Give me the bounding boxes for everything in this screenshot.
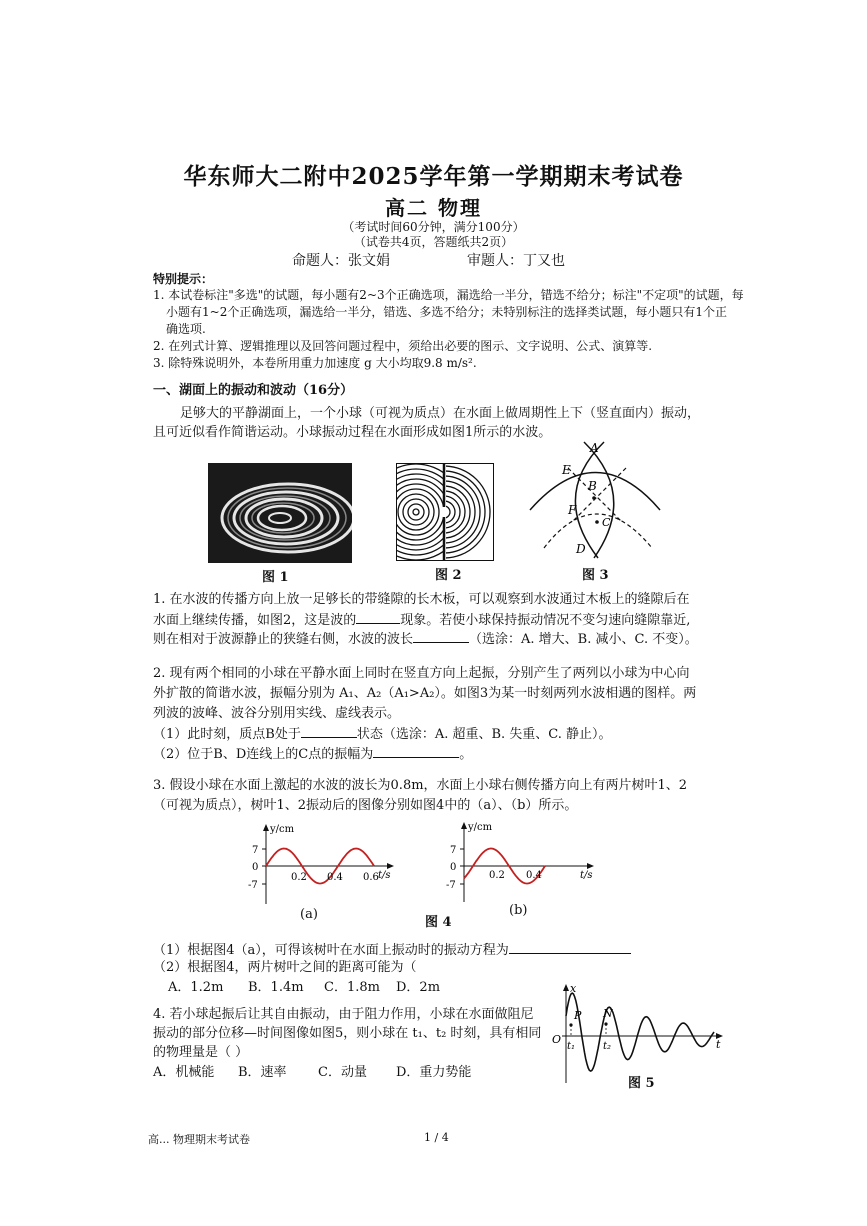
note-line: 确选项. (166, 322, 206, 336)
setter: 命题人：张文娟 (292, 253, 390, 269)
fig4a-panel-label: (a) (300, 907, 318, 922)
fig3-point-D: D (576, 542, 586, 556)
q2-sub1 (153, 724, 612, 743)
footer-title: 高... 物理期末考试卷 (148, 1133, 250, 1146)
q2-line: 外扩散的简谐水波，振幅分别为 A₁、A₂（A₁>A₂）。如图3为某一时刻两列水波相遇的图样。两 (153, 686, 697, 701)
fig4a-ytick-0: 0 (252, 862, 259, 873)
intro-line: 且可近似看作简谐运动。小球振动过程在水面形成如图1所示的水波。 (153, 425, 552, 440)
q1-text: （选涂：A. 增大、B. 减小、C. 不变）。 (469, 632, 698, 647)
q4-option-c[interactable]: C．动量 (318, 1065, 367, 1080)
notes-heading: 特别提示： (153, 272, 214, 286)
fig4a-ytick-n7: -7 (248, 880, 258, 891)
q1-blank-2[interactable] (413, 629, 469, 643)
q2-line: 列波的波峰、波谷分别用实线、虚线表示。 (153, 706, 401, 721)
q2-text: （2）位于B、D连线上的C点的振幅为 (153, 747, 374, 762)
fig5-point-P: P (574, 1009, 582, 1022)
fig4a-xtick: 0.6 (363, 872, 379, 883)
fig4b-ytick-n7: -7 (446, 880, 456, 891)
q1-text: 水面上继续传播，如图2，这是波的 (153, 613, 357, 628)
fig3-point-F: F (568, 503, 577, 517)
q3-option-c[interactable]: C．1.8m (324, 980, 380, 995)
q1-text: 则在相对于波源静止的狭缝右侧，水波的波长 (153, 632, 414, 647)
figure-3-label: 图 3 (582, 568, 609, 583)
fig5-xtick-t1: t₁ (567, 1041, 576, 1052)
fig5-xlabel: t (716, 1038, 721, 1051)
q4-line: 振动的部分位移—时间图像如图5，则小球在 t₁、t₂ 时刻，具有相同 (153, 1026, 542, 1041)
q4-option-b[interactable]: B．速率 (238, 1065, 287, 1080)
q2-blank-1[interactable] (301, 724, 357, 738)
exam-time: （考试时间60分钟，满分100分） (342, 220, 525, 234)
figure-5-chart (548, 975, 728, 1085)
exam-title: 华东师大二附中2025学年第一学期期末考试卷 (183, 163, 684, 190)
q1-line: 1. 在水波的传播方向上放一足够长的带缝隙的长木板，可以观察到水波通过木板上的缝隙后在 (153, 592, 690, 607)
fig3-point-C: C (602, 516, 611, 529)
q3-line: 3. 假设小球在水面上激起的水波的波长为0.8m，水面上小球右侧传播方向上有两片树叶1、2 (153, 778, 688, 793)
fig4b-xtick: 0.4 (526, 870, 542, 881)
note-line: 小题有1~2个正确选项，漏选给一半分，错选、多选不给分；未特别标注的选择类试题，每小题只有1个正 (166, 305, 727, 319)
q2-text: 。 (459, 747, 473, 762)
exam-subject: 高二 物理 (385, 196, 482, 220)
q2-text: （1）此时刻，质点B处于 (153, 727, 301, 742)
section-heading: 一、湖面上的振动和波动（16分） (153, 383, 354, 398)
q3-text: （1）根据图4（a），可得该树叶在水面上振动时的振动方程为 (153, 943, 509, 958)
q3-line: （可视为质点），树叶1、2振动后的图像分别如图4中的（a）、（b）所示。 (153, 798, 578, 813)
q3-option-b[interactable]: B．1.4m (248, 980, 304, 995)
fig4a-ytick-7: 7 (252, 845, 259, 856)
fig4a-xtick: 0.2 (291, 872, 307, 883)
figure-3-interference (526, 440, 666, 565)
q4-option-a[interactable]: A．机械能 (153, 1065, 215, 1080)
fig4a-xtick: 0.4 (327, 872, 343, 883)
q3-blank-1[interactable] (509, 940, 631, 954)
figure-2-label: 图 2 (435, 568, 462, 583)
q1-text: 现象。若使小球保持振动情况不变匀速向缝隙靠近, (400, 613, 691, 628)
figure-1-ripple-photo (208, 463, 352, 563)
figure-4-label: 图 4 (425, 915, 452, 930)
q2-sub2 (153, 744, 472, 763)
fig4b-ytick-7: 7 (450, 845, 457, 856)
figure-5-label: 图 5 (628, 1076, 655, 1091)
fig4b-xtick: 0.2 (489, 870, 505, 881)
figure-1-label: 图 1 (262, 570, 289, 585)
q3-option-a[interactable]: A．1.2m (168, 980, 224, 995)
fig5-point-N: N (603, 1007, 613, 1020)
fig3-point-B: B (588, 479, 597, 493)
q2-blank-2[interactable] (373, 744, 459, 758)
fig5-origin: O (552, 1033, 562, 1046)
q3-sub2: （2）根据图4，两片树叶之间的距离可能为（ (153, 960, 417, 975)
figure-4b-chart (444, 816, 596, 908)
q1-blank-1[interactable] (356, 610, 400, 624)
fig3-point-A: A (590, 441, 599, 455)
fig4b-xlabel: t/s (580, 870, 593, 881)
q3-option-d[interactable]: D．2m (396, 980, 441, 995)
note-line: 1. 本试卷标注"多选"的试题，每小题有2~3个正确选项，漏选给一半分，错选不给分；标注"不定项"的试题，每 (153, 288, 744, 302)
pages-info: （试卷共4页，答题纸共2页） (353, 235, 514, 249)
fig5-xtick-t2: t₂ (603, 1041, 612, 1052)
fig4a-ylabel: y/cm (270, 824, 295, 835)
fig4b-ylabel: y/cm (468, 822, 493, 833)
fig4b-ytick-0: 0 (450, 862, 457, 873)
figure-5-curve (566, 993, 714, 1071)
q1-line (153, 610, 690, 629)
figure-2-diffraction (396, 463, 494, 561)
fig4b-panel-label: (b) (509, 903, 528, 918)
q4-line: 的物理量是（ ） (153, 1045, 249, 1060)
q3-sub1 (153, 940, 631, 959)
q4-line: 4. 若小球起振后让其自由振动，由于阻力作用，小球在水面做阻尼 (153, 1007, 534, 1022)
fig5-ylabel: x (570, 982, 577, 995)
q4-option-d[interactable]: D．重力势能 (396, 1065, 472, 1080)
figure-4a-chart (244, 818, 396, 910)
q1-line (153, 629, 698, 648)
intro-line: 足够大的平静湖面上，一个小球（可视为质点）在水面上做周期性上下（竖直面内）振动， (180, 406, 701, 421)
page-number: 1 / 4 (424, 1131, 449, 1144)
q2-text: 状态（选涂：A. 超重、B. 失重、C. 静止）。 (356, 727, 612, 742)
reviewer: 审题人：丁又也 (467, 253, 565, 269)
q2-line: 2. 现有两个相同的小球在平静水面上同时在竖直方向上起振，分别产生了两列以小球为中心向 (153, 666, 690, 681)
note-line: 3. 除特殊说明外，本卷所用重力加速度 g 大小均取9.8 m/s². (153, 356, 477, 370)
note-line: 2. 在列式计算、逻辑推理以及回答问题过程中，须给出必要的图示、文字说明、公式、演算等. (153, 339, 653, 353)
fig4a-xlabel: t/s (378, 870, 391, 881)
fig3-point-E: E (562, 463, 571, 477)
